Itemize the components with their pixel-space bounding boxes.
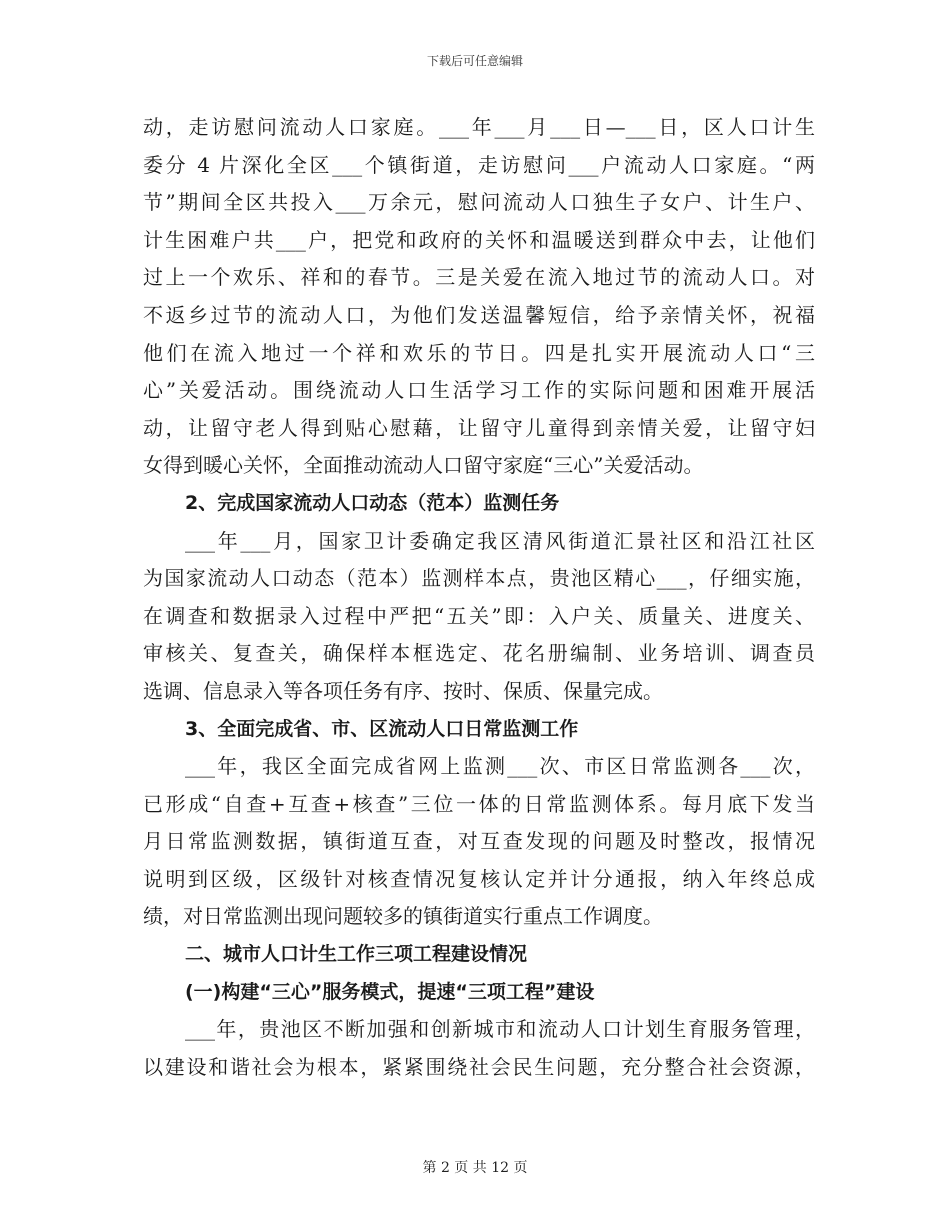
- paragraph-line: ___年，贵池区不断加强和创新城市和流动人口计划生育服务管理，: [185, 1017, 815, 1042]
- paragraph-line: 不返乡过节的流动人口，为他们发送温馨短信，给予亲情关怀，祝福: [143, 302, 815, 327]
- chapter-heading: 二、城市人口计生工作三项工程建设情况: [185, 943, 528, 966]
- paragraph-line: 在调查和数据录入过程中严把“五关”即：入户关、质量关、进度关、: [143, 603, 815, 628]
- document-body: [143, 109, 815, 1086]
- paragraph-line: 心”关爱活动。围绕流动人口生活学习工作的实际问题和困难开展活: [143, 378, 815, 403]
- paragraph-line: 女得到暖心关怀，全面推动流动人口留守家庭“三心”关爱活动。: [143, 453, 704, 478]
- paragraph-line: 计生困难户共___户，把党和政府的关怀和温暖送到群众中去，让他们: [143, 227, 815, 252]
- section-heading: 3、全面完成省、市、区流动人口日常监测工作: [185, 717, 579, 740]
- paragraph-line: 节”期间全区共投入___万余元，慰问流动人口独生子女户、计生户、: [143, 190, 815, 215]
- paragraph-line: 已形成“自查+互查+核查”三位一体的日常监测体系。每月底下发当: [143, 791, 815, 816]
- paragraph-line: 说明到区级，区级针对核查情况复核认定并计分通报，纳入年终总成: [143, 866, 815, 891]
- paragraph-line: 选调、信息录入等各项任务有序、按时、保质、保量完成。: [143, 678, 663, 703]
- paragraph-line: 动，走访慰问流动人口家庭。___年___月___日—___日，区人口计生: [143, 115, 815, 139]
- section-heading: 2、完成国家流动人口动态（范本）监测任务: [185, 491, 560, 514]
- paragraph-line: 月日常监测数据，镇街道互查，对互查发现的问题及时整改，报情况: [143, 829, 815, 854]
- paragraph-line: 他们在流入地过一个祥和欢乐的节日。四是扎实开展流动人口“三: [143, 340, 815, 365]
- paragraph-line: 动，让留守老人得到贴心慰藉，让留守儿童得到亲情关爱，让留守妇: [143, 415, 815, 440]
- page-footer: 第 2 页 共 12 页: [422, 1160, 528, 1176]
- paragraph-line: 审核关、复查关，确保样本框选定、花名册编制、业务培训、调查员: [143, 641, 815, 666]
- subsection-heading: (一)构建“三心”服务模式，提速“三项工程”建设: [185, 980, 595, 1003]
- paragraph-line: ___年，我区全面完成省网上监测___次、市区日常监测各___次，: [185, 754, 815, 779]
- paragraph-line: 以建设和谐社会为根本，紧紧围绕社会民生问题，充分整合社会资源，: [143, 1054, 815, 1079]
- paragraph-line: ___年___月，国家卫计委确定我区清风街道汇景社区和沿江社区: [185, 528, 815, 553]
- paragraph-line: 委分 4 片深化全区___个镇街道，走访慰问___户流动人口家庭。“两: [143, 152, 815, 177]
- paragraph-line: 过上一个欢乐、祥和的春节。三是关爱在流入地过节的流动人口。对: [143, 265, 815, 290]
- paragraph-line: 绩，对日常监测出现问题较多的镇街道实行重点工作调度。: [143, 904, 663, 929]
- paragraph-line: 为国家流动人口动态（范本）监测样本点，贵池区精心___，仔细实施，: [143, 566, 815, 591]
- page-header: 下载后可任意编辑: [426, 54, 523, 68]
